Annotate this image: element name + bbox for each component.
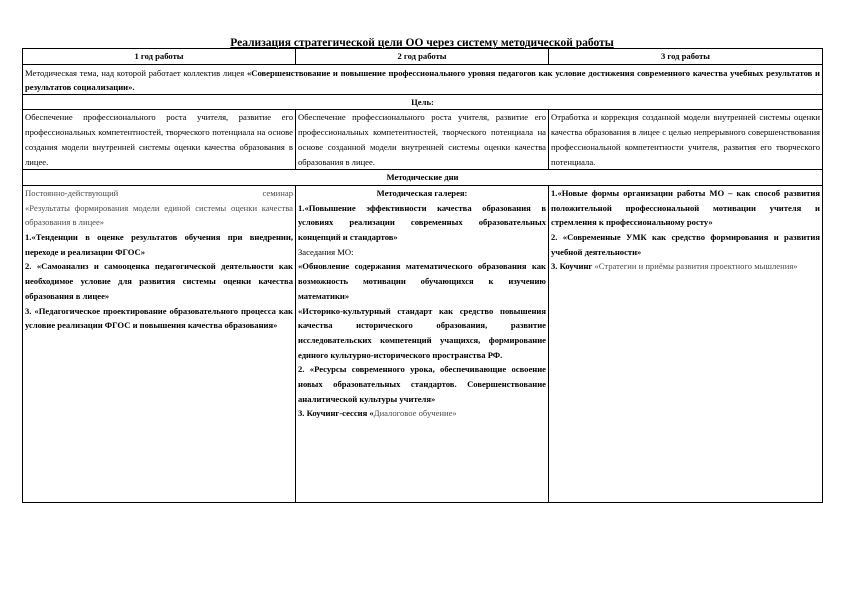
year3-item-3 — [551, 259, 820, 274]
coaching-text: Диалоговое обучение» — [373, 408, 457, 419]
mo-item-1: «Обновление содержания математического образования как возможность мотивации обучающихся к изучению математики» — [298, 261, 546, 301]
goal-header: Цель: — [23, 94, 823, 110]
goals-row — [23, 110, 823, 170]
method-days-year-3 — [549, 185, 823, 502]
gallery-item: 1.«Повышение эффективности качества образования в условиях реализации современных образовательных концепций и стандартов» — [298, 202, 546, 243]
coaching-session — [298, 406, 546, 421]
work-plan-table — [22, 48, 823, 503]
year3-item-1: 1.«Новые формы организации работы МО – как способ развития положительной профессиональной мотивации учителя и стремления к профессиональному росту» — [551, 187, 820, 228]
method-days-row — [23, 185, 823, 502]
goal-year-3: Отработка и коррекция созданной модели внутренней системы оценки качества образования в лицее с целью непрерывного совершенствования профессиональной компетентности учителя, развития его творческого потенциала. — [549, 110, 823, 170]
gallery-header: Методическая галерея: — [376, 187, 468, 198]
goal-year-2: Обеспечение профессионального роста учителя, развитие его профессиональных компетентностей, творческого потенциала на основе созданной модели внутренней системы оценки качества образования в лицее. — [296, 110, 549, 170]
year-header-row — [23, 49, 823, 65]
method-days-year-2 — [296, 185, 549, 502]
year3-item-3-text: «Стратегии и приёмы развития проектного мышления» — [594, 261, 798, 272]
methodical-theme-cell — [23, 64, 823, 94]
method-days-header: Методические дни — [23, 170, 823, 186]
goal-year-1: Обеспечение профессионального роста учителя, развитие его профессиональных компетентностей, творческого потенциала на основе создания модели внутренней системы оценки качества образования в лицее. — [23, 110, 296, 170]
seminar-type: Постоянно-действующий семинар — [25, 187, 293, 198]
method-item-2: 2. «Ресурсы современного урока, обеспечивающие освоение новых образовательных стандартов. Совершенствование аналитической культуры учителя» — [298, 364, 546, 404]
method-days-year-1 — [23, 185, 296, 502]
column-header-year-1: 1 год работы — [23, 49, 296, 65]
theme-row — [23, 64, 823, 94]
year3-item-2: 2. «Современные УМК как средство формирования и развития учебной деятельности» — [551, 232, 820, 257]
mo-item-2: «Историко-культурный стандарт как средство повышения качества исторического образования, развитие исследовательских компетенций учащихся, формирование единого культурно-исторического пространства РФ. — [298, 305, 546, 360]
mo-header: Заседания МО: — [298, 246, 354, 257]
page-title: Реализация стратегической цели ОО через систему методической работы — [230, 37, 614, 49]
column-header-year-2: 2 год работы — [296, 49, 549, 65]
seminar-item-2: 2. «Самоанализ и самооценка педагогической деятельности как необходимое условие для развития системы оценки качества образования в лицее» — [25, 261, 293, 301]
theme-text: «Совершенствование и повышение профессионального уровня педагогов как условие достижения современного качества учебных результатов и результатов социализации». — [25, 67, 821, 92]
seminar-item-1: 1.«Тенденции в оценке результатов обучения при внедрении, переходе и реализации ФГОС» — [25, 232, 293, 257]
goal-header-row — [23, 94, 823, 110]
seminar-item-3: 3. «Педагогическое проектирование образовательного процесса как условие реализации ФГОС и повышения качества образования» — [25, 305, 293, 331]
year3-item-3-prefix: 3. Коучинг — [551, 261, 595, 272]
coaching-prefix: 3. Коучинг-сессия « — [298, 408, 374, 419]
seminar-title: «Результаты формирования модели единой системы оценки качества образования в лицее» — [25, 202, 293, 228]
column-header-year-3: 3 год работы — [549, 49, 823, 65]
method-days-header-row — [23, 170, 823, 186]
theme-prefix: Методическая тема, над которой работает коллектив лицея — [25, 67, 247, 78]
